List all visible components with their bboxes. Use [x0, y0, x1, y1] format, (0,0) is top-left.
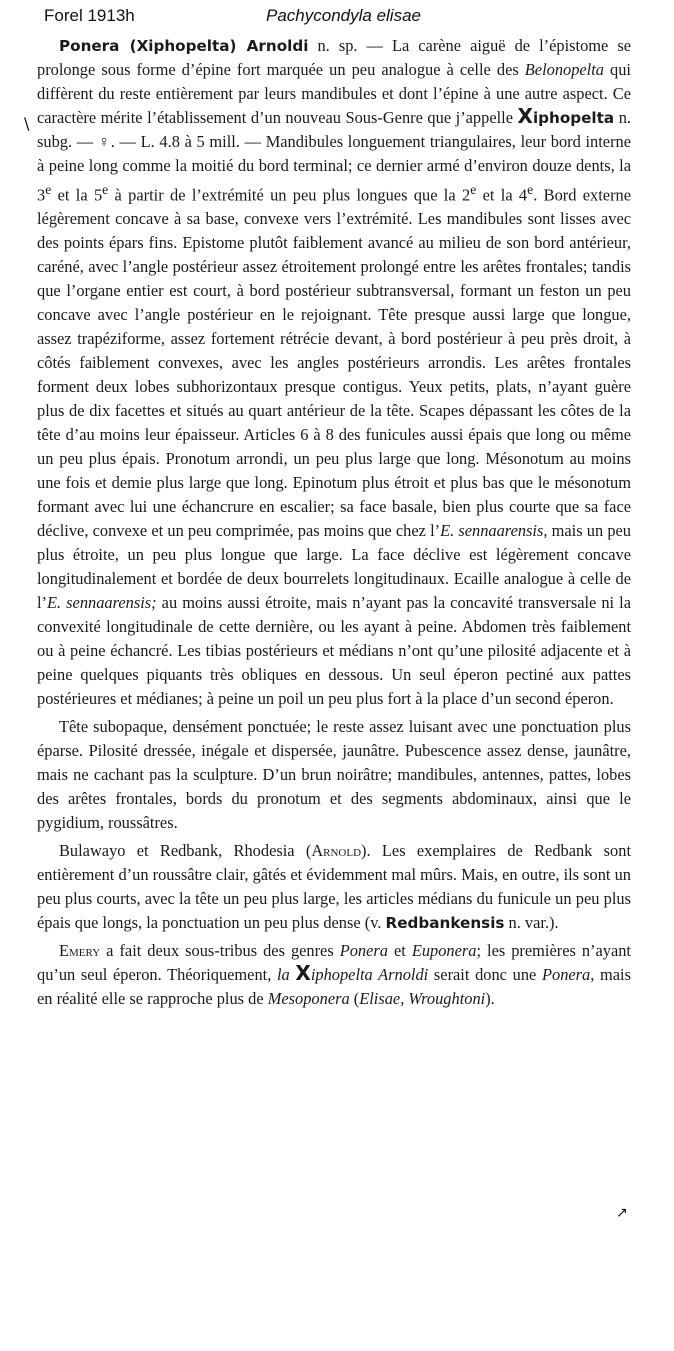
handwritten-x-mark: X — [295, 961, 311, 986]
handwritten-x-mark: X — [517, 104, 533, 128]
collector-name: Arnold — [311, 841, 362, 861]
coloration-paragraph: Tête subopaque, densément ponctuée; le reste assez luisant avec une ponctuation plus éparse. Pilosité dressée, inégale et dispersée, jaunâtre. Pubescence assez dense, jaunâtre, mais ne cachant pas la sculpture. D’un brun noirâtre; mandibules, antennes, pattes, lobes des arêtes frontales, bords du pronotum et des segments abdominaux, ainsi que le pygidium, roussâtres. — [37, 717, 631, 833]
citation-label: Forel 1913h — [44, 6, 135, 25]
margin-pen-mark: ↗ — [616, 1205, 628, 1221]
locality-paragraph: Bulawayo et Redbank, Rhodesia (Arnold). Les exemplaires de Redbank sont entièrement d’un roussâtre clair, gâtés et évidemment mal mûrs. Mais, en outre, ils sont un peu plus courts, avec la tête un peu plus large, les articles médians du funicule un peu plus épais que longs, la ponctuation un peu plus dense (v. Redbankensis n. var.). — [37, 841, 632, 933]
subgenus-name: iphopelta — [532, 109, 615, 127]
variety-name: Redbankensis — [385, 914, 505, 933]
page-header — [0, 6, 674, 30]
discussion-paragraph: Emery a fait deux sous-tribus des genres Ponera et Euponera; les premières n’ayant qu’un seul éperon. Théoriquement, la Xiphopelta Arnoldi serait donc une Ponera, mais en réalité elle se rapproche plus de Mesoponera (Elisae, Wroughtoni). — [37, 941, 631, 1009]
taxon-name: Ponera (Xiphopelta) Arnoldi — [59, 37, 309, 55]
document-body — [37, 34, 631, 1011]
species-title: Pachycondyla elisae — [266, 6, 421, 25]
author-emery: Emery — [59, 941, 101, 961]
margin-pen-mark: \ — [24, 114, 30, 133]
description-paragraph: Ponera (Xiphopelta) Arnoldi n. sp. — La carène aiguë de l’épistome se prolonge sous forme d’épine fort marquée un peu analogue à celle des Belonopelta qui diffèrent du reste entièrement par leurs mandibules et dont l’épine à une autre aspect. Ce caractère mérite l’établissement d’un nouveau Sous-Genre que j’appelle Xiphopelta n. subg. — ♀. — L. 4.8 à 5 mill. — Mandibules longuement triangulaires, leur bord interne à peine long comme la moitié du bord terminal; ce dernier armé d’environ douze dents, la 3e et la 5e à partir de l’extrémité un peu plus longues que la 2e et la 4e. Bord externe légèrement concave à sa base, convexe vers l’extrémité. Les mandibules sont lisses avec des points épars fins. Epistome plutôt faiblement avancé au milieu de son bord antérieur, caréné, avec l’angle postérieur assez étroitement prolongé entre les arêtes frontales; tandis que l’organe entier est court, à bord postérieur subtransversal, formant un feston un peu concave avec l’angle postérieur en le rejoignant. Tête presque aussi large que longue, assez trapéziforme, assez fortement rétrécie devant, à bord postérieur à peu près droit, à côtés faiblement convexes, avec les angles postérieurs arrondis. Les arêtes frontales forment deux lobes subhorizontaux presque contigus. Yeux petits, plats, n’ayant guère plus de dix facettes et situés au quart antérieur de la tête. Scapes dépassant les côtes de la tête d’au moins leur épaisseur. Articles 6 à 8 des funicules aussi épais que long ou même un peu plus épais. Pronotum arrondi, un peu plus large que long. Mésonotum au moins une fois et demie plus large que long. Epinotum plus étroit et plus bas que le mésonotum formant avec lui une échancrure en escalier; sa face basale, bien plus courte que sa face déclive, convexe et un peu comprimée, pas moins que chez l’E. sennaarensis, mais un peu plus étroite, un peu plus longue que large. La face déclive est légèrement concave longitudinalement et bordée de deux bourrelets longitudinaux. Ecaille analogue à celle de l’E. sennaarensis; au moins aussi étroite, mais n’ayant pas la concavité transversale ni la convexité longitudinale de cette dernière, ou les ayant à peine. Abdomen très faiblement ou à peine échancré. Les tibias postérieurs et médians n’ont qu’une pilosité adjacente et à peine quelques piquants très obliques en dessous. Un seul éperon pectiné aux pattes postérieures et médianes; à peine un poil un peu plus fort à la place d’un second éperon. — [37, 36, 631, 709]
